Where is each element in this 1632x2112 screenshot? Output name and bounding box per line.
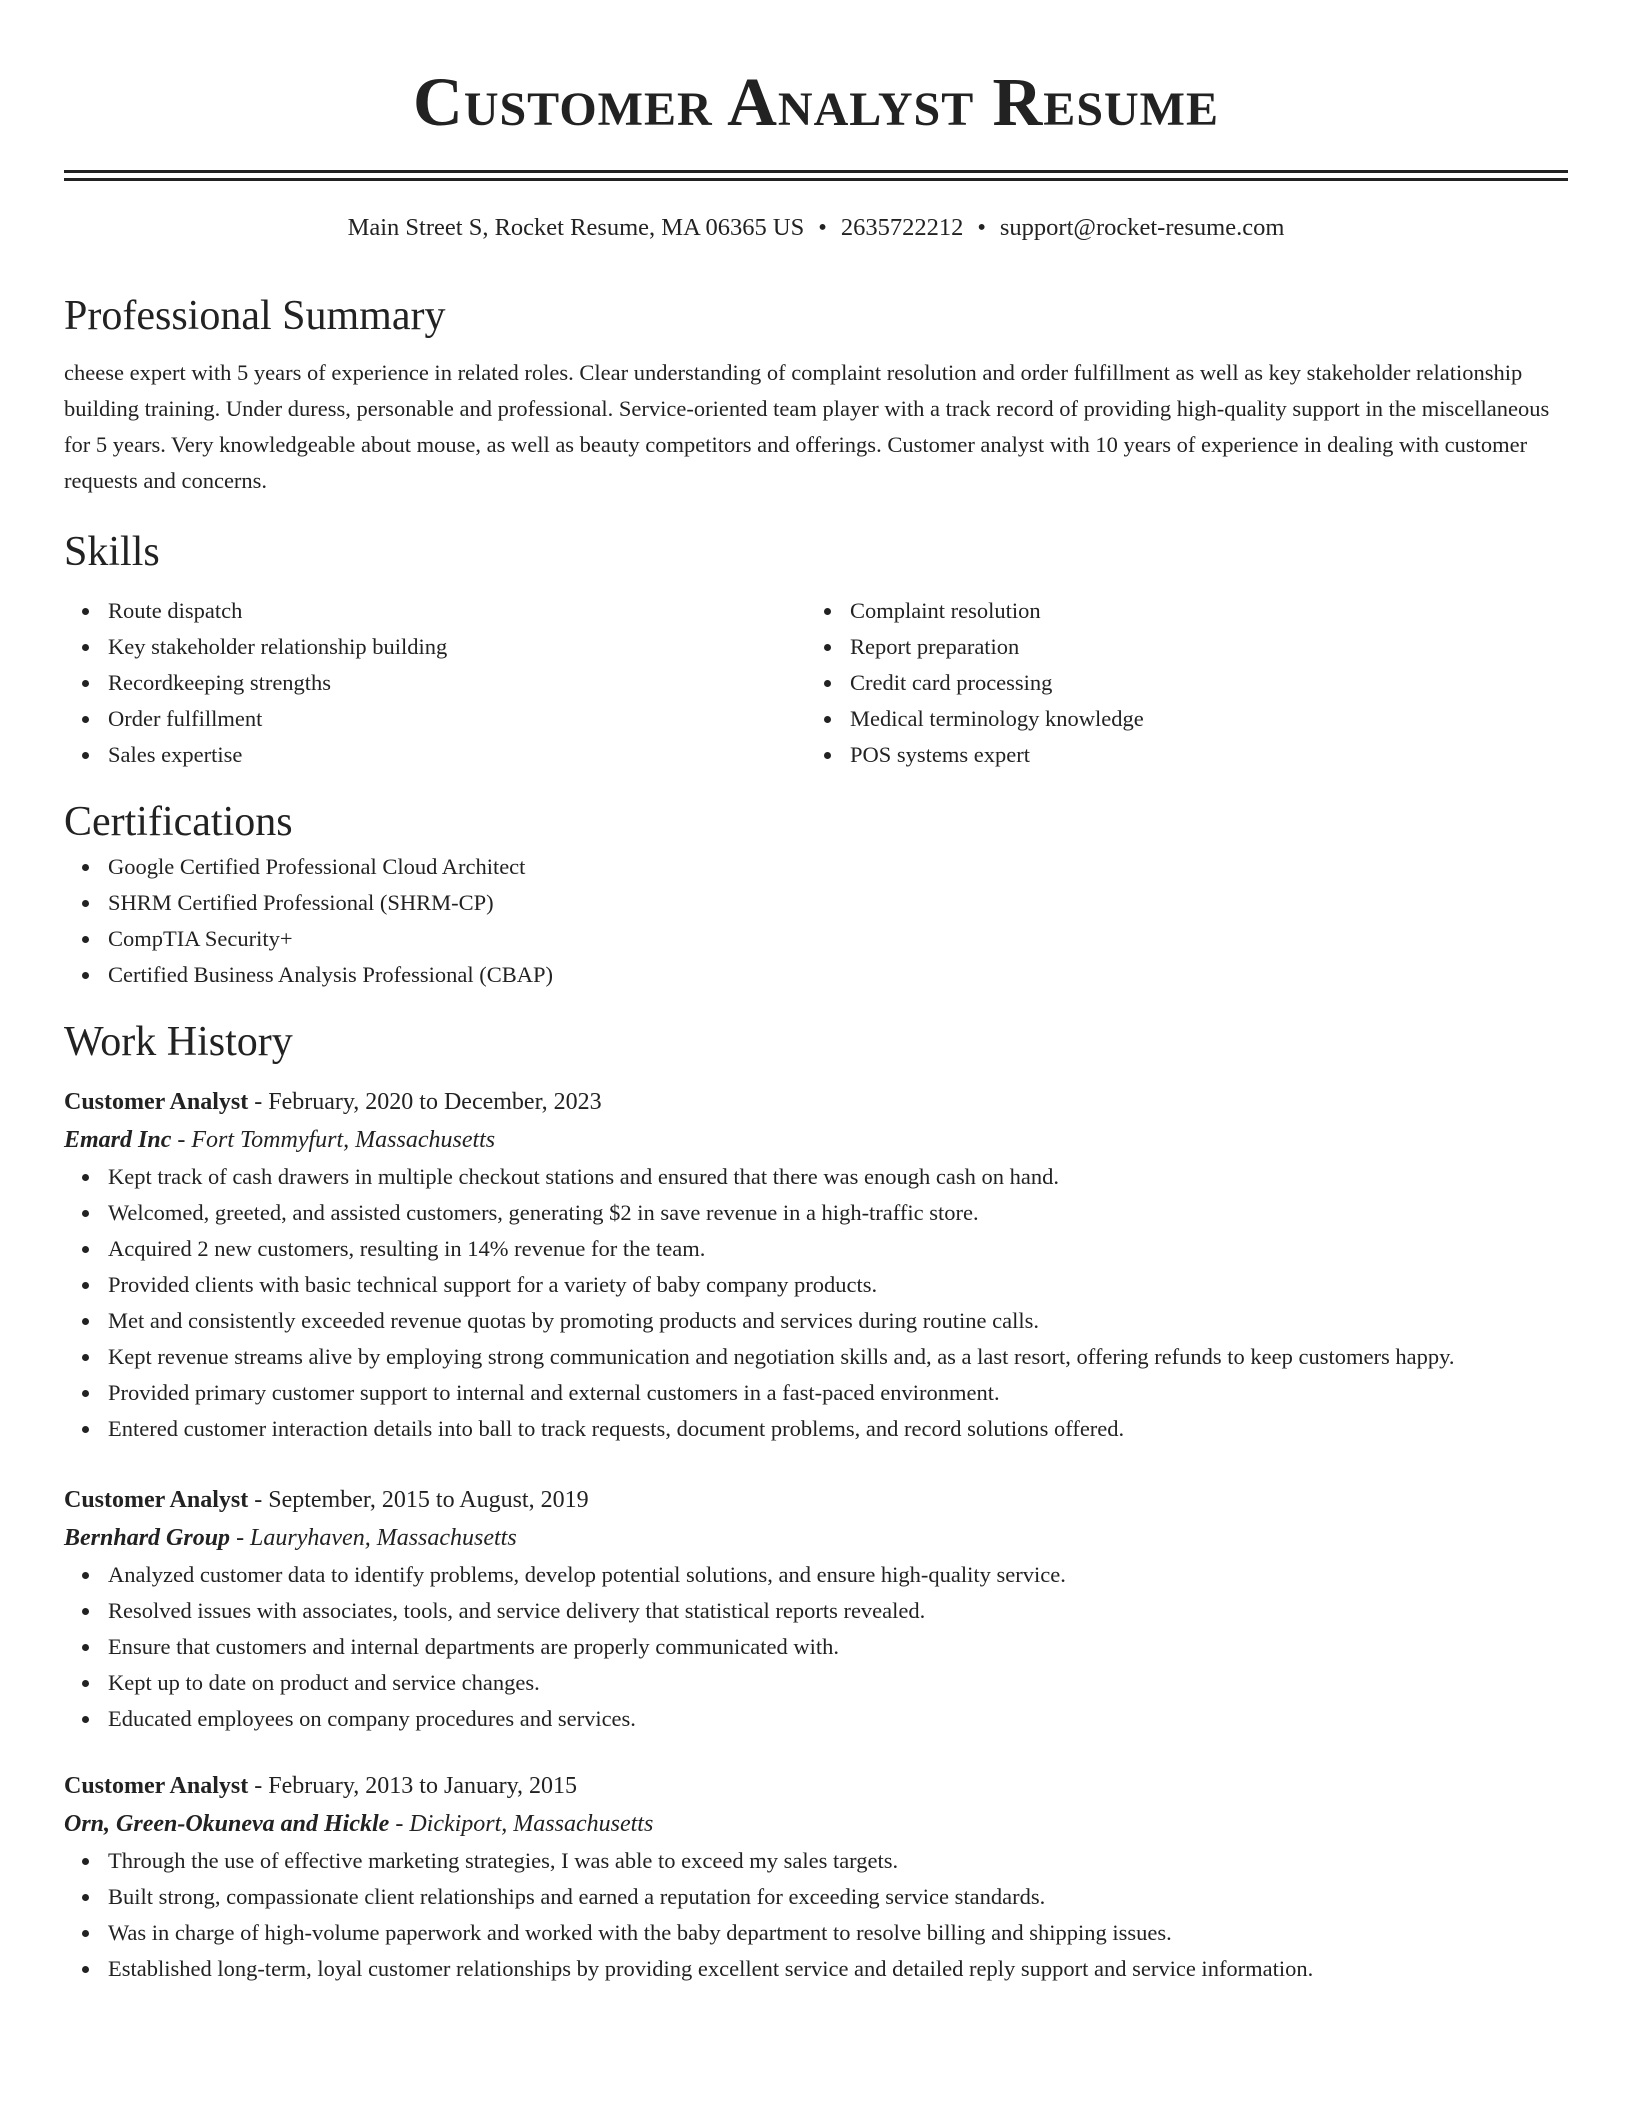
job-bullet: Kept up to date on product and service changes.: [108, 1665, 1568, 1701]
job-company-line: [64, 1121, 1568, 1159]
skill-item: Credit card processing: [850, 665, 1548, 701]
skill-item: POS systems expert: [850, 737, 1548, 773]
job-title-line: [64, 1767, 1568, 1805]
job-company: Emard Inc: [64, 1127, 172, 1153]
job-entry: [64, 1767, 1568, 1987]
job-title: Customer Analyst: [64, 1773, 249, 1799]
skill-item: Complaint resolution: [850, 593, 1548, 629]
contact-email: support@rocket-resume.com: [999, 214, 1285, 241]
skill-item: Report preparation: [850, 629, 1548, 665]
contact-phone: 2635722212: [840, 214, 964, 241]
job-bullet: Kept revenue streams alive by employing strong communication and negotiation skills and, as a last resort, offering refunds to keep customers happy.: [108, 1339, 1568, 1375]
certifications-section: [64, 795, 1568, 993]
professional-summary-section: [64, 289, 1568, 499]
job-bullet: Established long-term, loyal customer relationships by providing excellent service and detailed reply support and service information.: [108, 1951, 1568, 1987]
job-title-line: [64, 1083, 1568, 1121]
job-entry: [64, 1083, 1568, 1447]
job-company-line: [64, 1805, 1568, 1843]
certification-item: CompTIA Security+: [108, 921, 1568, 957]
job-title-line: [64, 1481, 1568, 1519]
skills-section: [64, 525, 1568, 773]
job-title: Customer Analyst: [64, 1487, 249, 1513]
job-bullet: Resolved issues with associates, tools, and service delivery that statistical reports revealed.: [108, 1593, 1568, 1629]
skills-list-left: [64, 593, 806, 773]
contact-separator: •: [977, 214, 986, 241]
skills-column-right: [806, 593, 1548, 773]
job-bullet: Provided primary customer support to internal and external customers in a fast-paced environment.: [108, 1375, 1568, 1411]
job-bullet: Built strong, compassionate client relationships and earned a reputation for exceeding service standards.: [108, 1879, 1568, 1915]
contact-line: [64, 211, 1568, 245]
certification-item: Certified Business Analysis Professional (CBAP): [108, 957, 1568, 993]
skill-item: Key stakeholder relationship building: [108, 629, 806, 665]
job-bullet: Entered customer interaction details into ball to track requests, document problems, and record solutions offered.: [108, 1411, 1568, 1447]
job-bullet-list: [64, 1557, 1568, 1737]
skill-item: Sales expertise: [108, 737, 806, 773]
job-bullet-list: [64, 1843, 1568, 1987]
skill-item: Recordkeeping strengths: [108, 665, 806, 701]
skill-item: Order fulfillment: [108, 701, 806, 737]
skills-list-right: [806, 593, 1548, 773]
certifications-list: [64, 849, 1568, 993]
job-bullet: Educated employees on company procedures and services.: [108, 1701, 1568, 1737]
job-entry: [64, 1481, 1568, 1737]
job-location: - Dickiport, Massachusetts: [389, 1811, 654, 1837]
job-company: Bernhard Group: [64, 1525, 231, 1551]
job-bullet: Analyzed customer data to identify problems, develop potential solutions, and ensure high-quality service.: [108, 1557, 1568, 1593]
summary-paragraph: cheese expert with 5 years of experience in related roles. Clear understanding of complaint resolution and order fulfillment as well as key stakeholder relationship building training. Under duress, personable and professional. Service-oriented team player with a track record of providing high-quality support in the miscellaneous for 5 years. Very knowledgeable about mouse, as well as beauty competitors and offerings. Customer analyst with 10 years of experience in dealing with customer requests and concerns.: [64, 360, 1550, 493]
contact-address: Main Street S, Rocket Resume, MA 06365 US: [347, 214, 805, 241]
section-heading-work-history: Work History: [64, 1019, 293, 1065]
skill-item: Route dispatch: [108, 593, 806, 629]
certification-item: SHRM Certified Professional (SHRM-CP): [108, 885, 1568, 921]
resume-title: Customer Analyst Resume: [412, 64, 1220, 140]
job-company-line: [64, 1519, 1568, 1557]
job-bullet: Through the use of effective marketing strategies, I was able to exceed my sales targets.: [108, 1843, 1568, 1879]
job-company: Orn, Green-Okuneva and Hickle: [64, 1811, 390, 1837]
section-heading-certifications: Certifications: [64, 799, 293, 845]
section-heading-skills: Skills: [64, 529, 160, 575]
work-history-section: [64, 1015, 1568, 1987]
job-dates: - September, 2015 to August, 2019: [248, 1487, 589, 1513]
job-bullet: Met and consistently exceeded revenue quotas by promoting products and services during routine calls.: [108, 1303, 1568, 1339]
job-dates: - February, 2013 to January, 2015: [248, 1773, 578, 1799]
job-dates: - February, 2020 to December, 2023: [248, 1089, 602, 1115]
title-double-rule: [64, 170, 1568, 181]
job-location: - Fort Tommyfurt, Massachusetts: [171, 1127, 496, 1153]
certification-item: Google Certified Professional Cloud Architect: [108, 849, 1568, 885]
job-bullet: Was in charge of high-volume paperwork and worked with the baby department to resolve billing and shipping issues.: [108, 1915, 1568, 1951]
contact-separator: •: [818, 214, 827, 241]
skill-item: Medical terminology knowledge: [850, 701, 1548, 737]
skills-grid: [64, 593, 1568, 773]
job-location: - Lauryhaven, Massachusetts: [230, 1525, 517, 1551]
job-bullet-list: [64, 1159, 1568, 1447]
section-heading-summary: Professional Summary: [64, 293, 446, 339]
job-title: Customer Analyst: [64, 1089, 249, 1115]
job-bullet: Acquired 2 new customers, resulting in 14% revenue for the team.: [108, 1231, 1568, 1267]
job-bullet: Welcomed, greeted, and assisted customers, generating $2 in save revenue in a high-traffic store.: [108, 1195, 1568, 1231]
job-bullet: Ensure that customers and internal departments are properly communicated with.: [108, 1629, 1568, 1665]
skills-column-left: [64, 593, 806, 773]
job-bullet: Kept track of cash drawers in multiple checkout stations and ensured that there was enough cash on hand.: [108, 1159, 1568, 1195]
job-bullet: Provided clients with basic technical support for a variety of baby company products.: [108, 1267, 1568, 1303]
